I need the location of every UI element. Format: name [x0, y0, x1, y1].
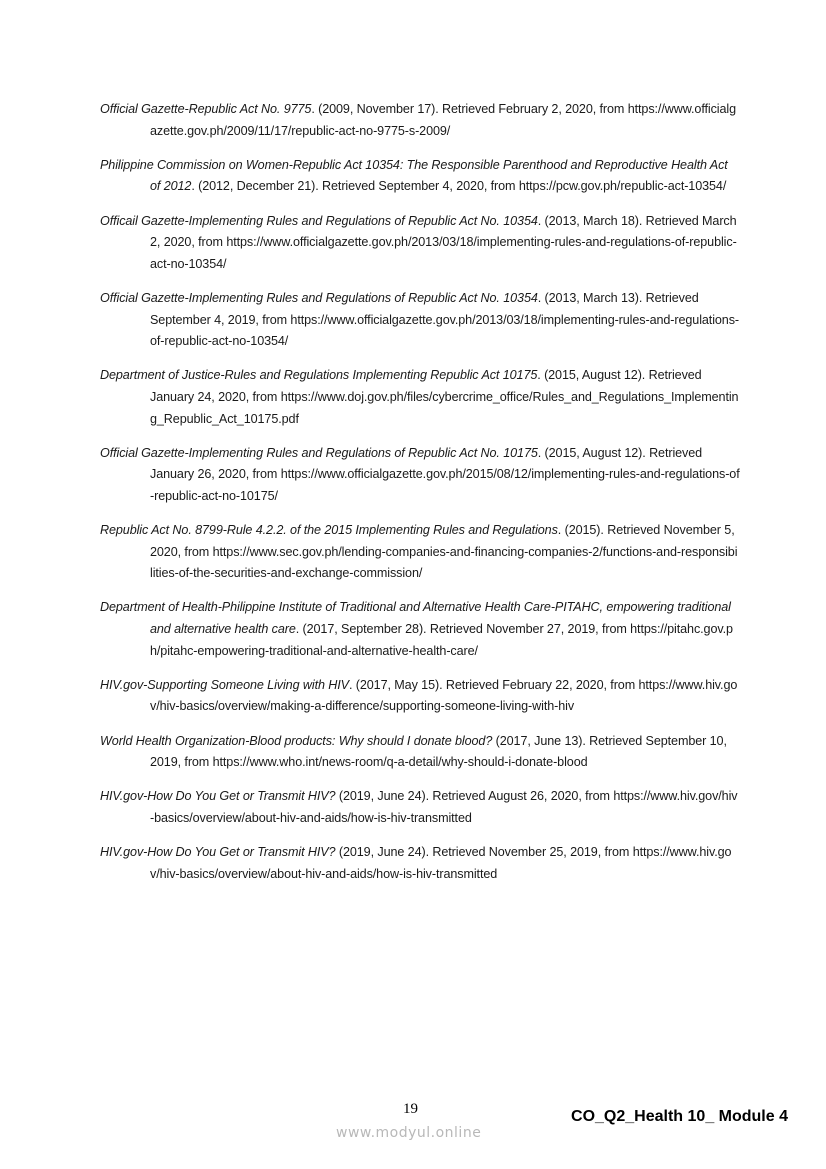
reference-details: . (2017, May 15). Retrieved February 22, 2020, from [348, 677, 636, 692]
page-number: 19 [403, 1101, 418, 1117]
reference-entry [100, 365, 740, 430]
reference-url[interactable]: https://www.hiv.gov/hiv-basics/overview/about-hiv-and-aids/how-is-hiv-transmitted [150, 789, 738, 825]
reference-url[interactable]: https://www.hiv.gov/hiv-basics/overview/making-a-difference/supporting-someone-living-with-hiv [150, 677, 738, 714]
reference-url[interactable]: https://www.doj.gov.ph/files/cybercrime_office/Rules_and_Regulations_Implementing_Republic_Act_10175.pdf [150, 389, 739, 426]
reference-list [100, 99, 740, 898]
reference-entry [100, 99, 740, 142]
reference-url[interactable]: https://www.officialgazette.gov.ph/2013/03/18/implementing-rules-and-regulations-of-republic-act-no-10354/ [150, 235, 737, 271]
watermark: www.modyul.online [336, 1125, 482, 1141]
reference-url[interactable]: https://pcw.gov.ph/republic-act-10354/ [518, 179, 727, 194]
reference-url[interactable]: https://www.who.int/news-room/q-a-detail/why-should-i-donate-blood [212, 755, 588, 770]
reference-details: . (2009, November 17). Retrieved February 2, 2020, from [311, 102, 625, 116]
reference-entry [100, 731, 740, 774]
reference-details: . (2012, December 21). Retrieved September 4, 2020, from [191, 179, 516, 194]
reference-entry [100, 443, 740, 508]
reference-url[interactable]: https://www.sec.gov.ph/lending-companies-and-financing-companies-2/functions-and-responsibilities-of-the-securities-and-exchange-commission/ [150, 544, 738, 581]
reference-details: . (2015, August 12). Retrieved January 24, 2020, from [150, 368, 702, 404]
reference-title: HIV.gov-How Do You Get or Transmit HIV? [100, 789, 336, 804]
reference-title: Official Gazette-Implementing Rules and Regulations of Republic Act No. 10175 [100, 445, 538, 460]
reference-details: (2019, June 24). Retrieved November 25, 2019, from [335, 845, 630, 860]
reference-title: Department of Justice-Rules and Regulations Implementing Republic Act 10175 [100, 368, 538, 383]
reference-title: Department of Health-Philippine Institute of Traditional and Alternative Health Care-PITAHC, empowering traditional and alternative health care [100, 600, 731, 637]
reference-details: (2019, June 24). Retrieved August 26, 2020, from [335, 789, 610, 804]
reference-title: HIV.gov-How Do You Get or Transmit HIV? [100, 845, 336, 860]
reference-title: Republic Act No. 8799-Rule 4.2.2. of the 2015 Implementing Rules and Regulations [100, 523, 558, 538]
reference-details: . (2015, August 12). Retrieved January 26, 2020, from [150, 445, 703, 482]
reference-title: Philippine Commission on Women-Republic Act 10354: The Responsible Parenthood and Reproductive Health Act of 2012 [100, 157, 728, 194]
reference-entry [100, 288, 740, 353]
reference-details: . (2013, March 13). Retrieved September 4, 2019, from [150, 290, 699, 327]
reference-entry [100, 675, 740, 718]
reference-entry [100, 597, 740, 662]
module-label: CO_Q2_Health 10_ Module 4 [571, 1108, 788, 1125]
reference-entry [100, 211, 740, 276]
reference-entry [100, 155, 740, 198]
reference-title: Official Gazette-Implementing Rules and Regulations of Republic Act No. 10354 [100, 290, 538, 305]
reference-url[interactable]: https://www.hiv.gov/hiv-basics/overview/about-hiv-and-aids/how-is-hiv-transmitted [150, 845, 732, 881]
reference-entry [100, 520, 740, 585]
reference-title: Official Gazette-Republic Act No. 9775 [100, 102, 312, 116]
reference-details: . (2013, March 18). Retrieved March 2, 2020, from [150, 213, 737, 250]
reference-entry [100, 786, 740, 829]
reference-details: . (2017, September 28). Retrieved November 27, 2019, from [295, 622, 627, 637]
reference-title: Officail Gazette-Implementing Rules and Regulations of Republic Act No. 10354 [100, 213, 538, 228]
reference-url[interactable]: https://www.officialgazette.gov.ph/2009/11/17/republic-act-no-9775-s-2009/ [150, 102, 736, 138]
reference-url[interactable]: https://pitahc.gov.ph/pitahc-empowering-traditional-and-alternative-health-care/ [150, 622, 733, 658]
reference-entry [100, 842, 740, 885]
reference-title: HIV.gov-Supporting Someone Living with HIV [100, 677, 349, 692]
reference-details: (2017, June 13). Retrieved September 10, 2019, from [150, 733, 727, 770]
reference-details: . (2015). Retrieved November 5, 2020, from [150, 523, 735, 559]
reference-title: World Health Organization-Blood products: Why should I donate blood? [100, 733, 493, 748]
reference-url[interactable]: https://www.officialgazette.gov.ph/2015/08/12/implementing-rules-and-regulations-of-republic-act-no-10175/ [150, 467, 740, 503]
reference-url[interactable]: https://www.officialgazette.gov.ph/2013/03/18/implementing-rules-and-regulations-of-republic-act-no-10354/ [150, 312, 739, 349]
